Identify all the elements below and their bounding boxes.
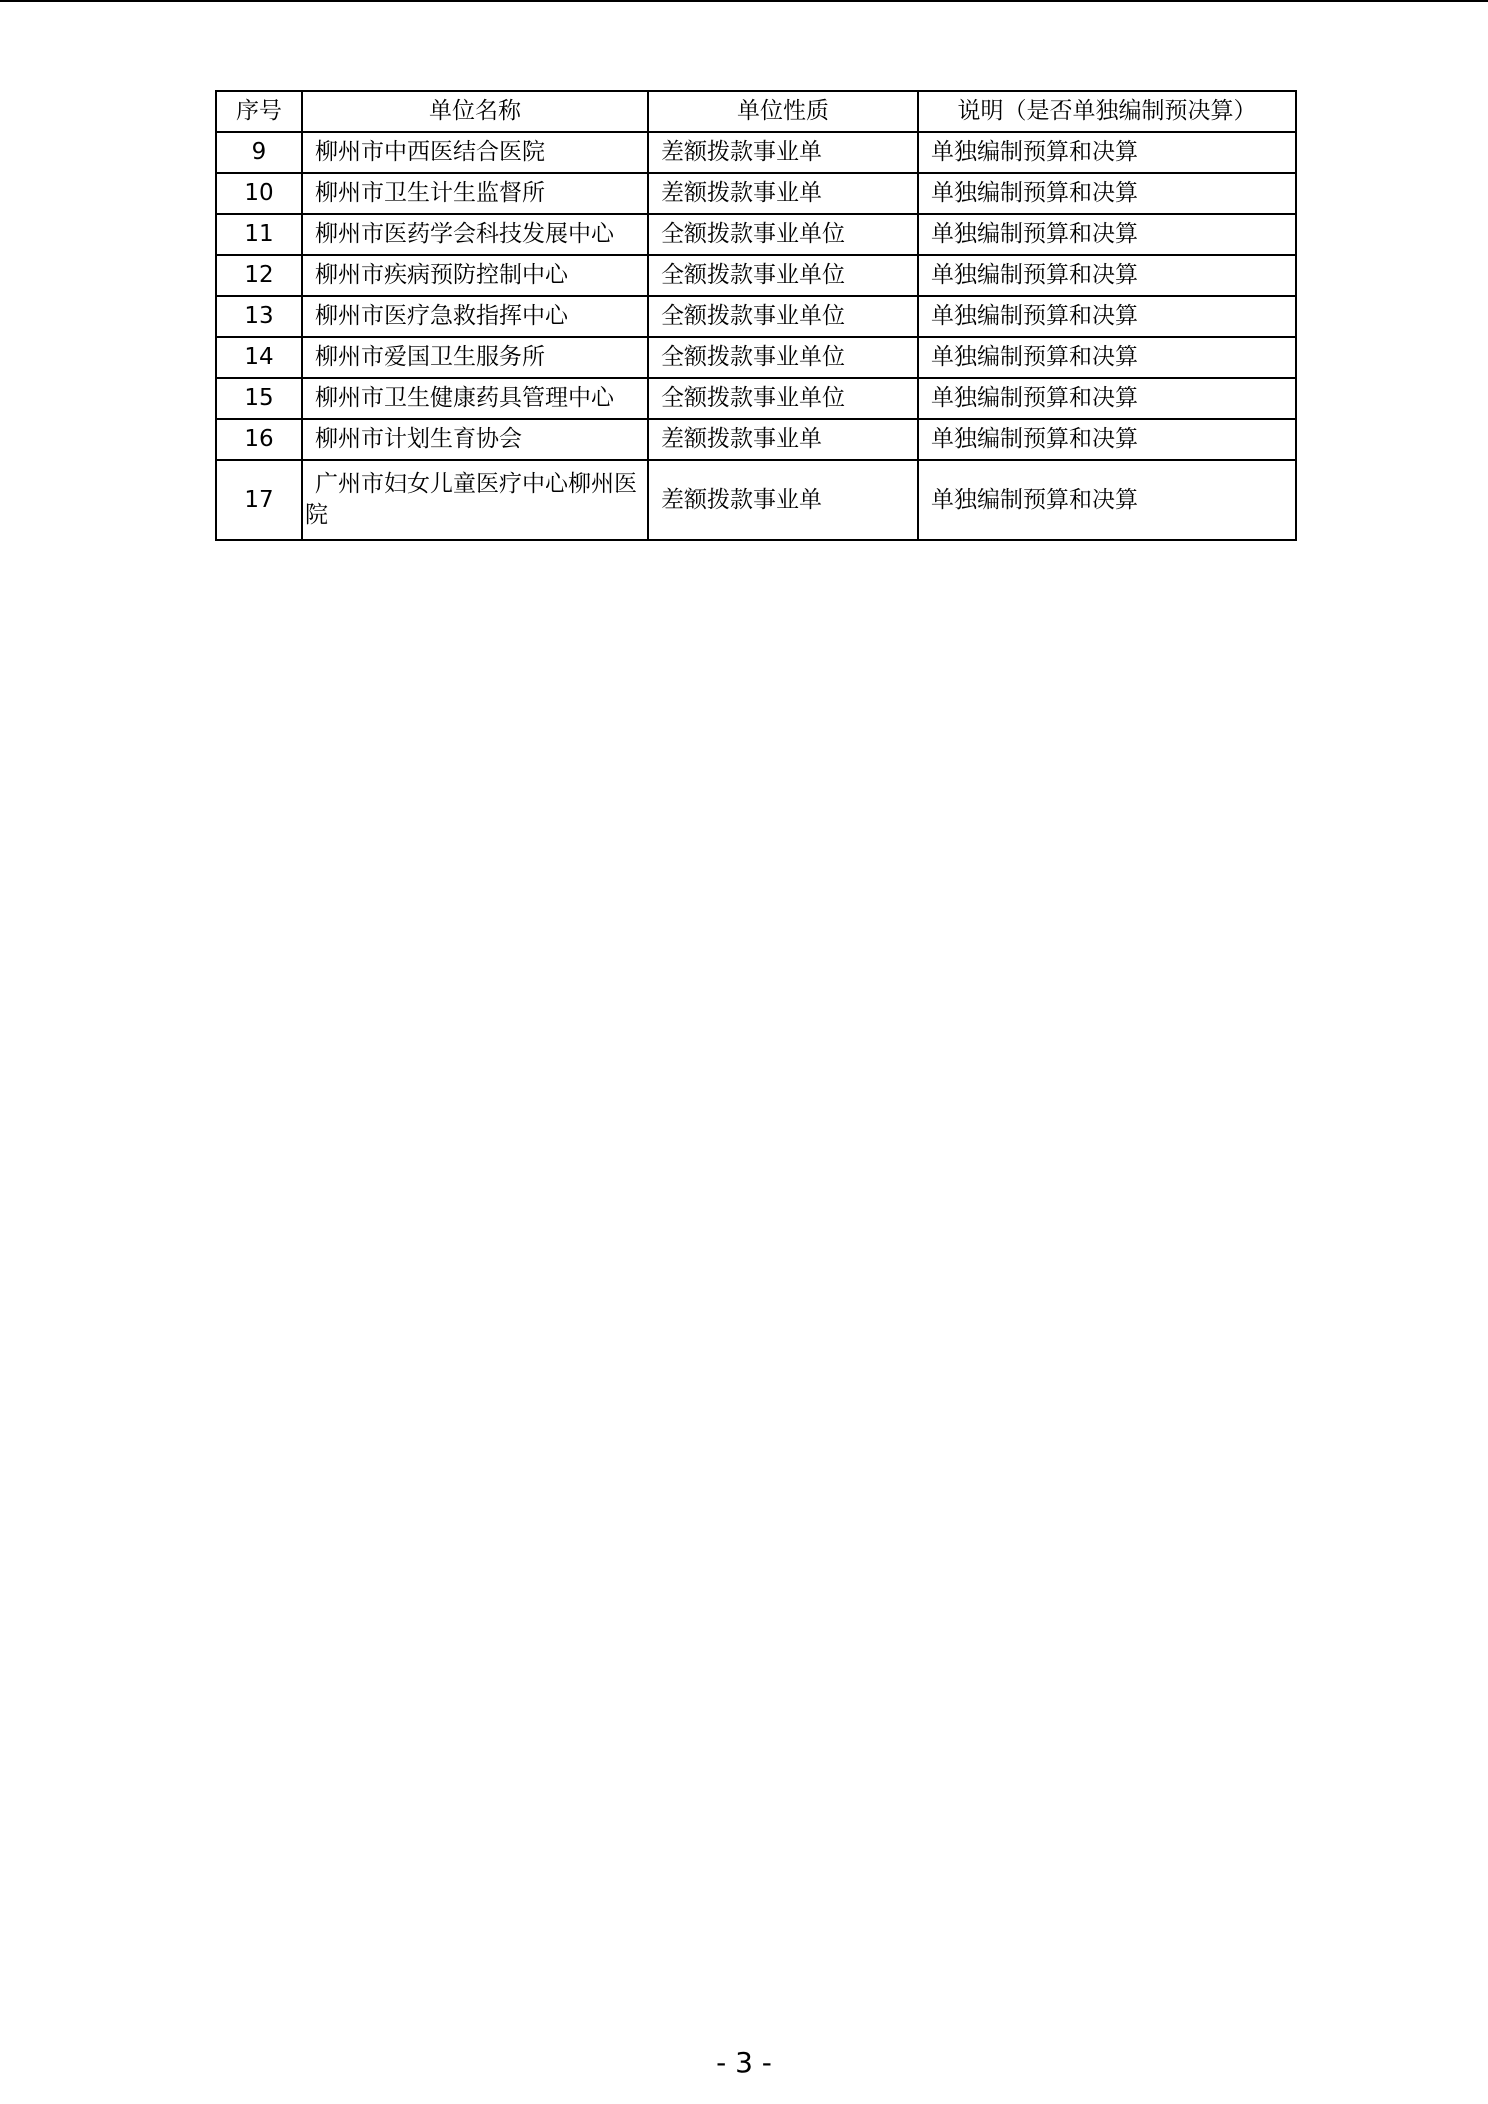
cell-unit-type: 全额拨款事业单位 (648, 214, 918, 255)
table-header-row (216, 91, 1296, 132)
cell-note: 单独编制预算和决算 (918, 337, 1296, 378)
cell-unit-type: 差额拨款事业单 (648, 173, 918, 214)
header-unit-type: 单位性质 (648, 91, 918, 132)
cell-unit-name: 柳州市中西医结合医院 (302, 132, 648, 173)
unit-table (215, 90, 1297, 541)
table-row (216, 378, 1296, 419)
cell-note: 单独编制预算和决算 (918, 296, 1296, 337)
table-row (216, 337, 1296, 378)
cell-unit-type: 差额拨款事业单 (648, 460, 918, 540)
cell-note: 单独编制预算和决算 (918, 132, 1296, 173)
header-serial-number: 序号 (216, 91, 302, 132)
cell-unit-name: 柳州市医疗急救指挥中心 (302, 296, 648, 337)
cell-serial-number: 9 (216, 132, 302, 173)
cell-note: 单独编制预算和决算 (918, 419, 1296, 460)
cell-unit-name: 柳州市卫生计生监督所 (302, 173, 648, 214)
cell-unit-name: 广州市妇女儿童医疗中心柳州医院 (302, 460, 648, 540)
header-note: 说明（是否单独编制预决算） (918, 91, 1296, 132)
cell-unit-type: 全额拨款事业单位 (648, 337, 918, 378)
cell-serial-number: 11 (216, 214, 302, 255)
cell-note: 单独编制预算和决算 (918, 255, 1296, 296)
table-row (216, 132, 1296, 173)
table-row (216, 460, 1296, 540)
table-row (216, 255, 1296, 296)
cell-unit-name: 柳州市计划生育协会 (302, 419, 648, 460)
cell-unit-name: 柳州市爱国卫生服务所 (302, 337, 648, 378)
table-row (216, 419, 1296, 460)
cell-serial-number: 12 (216, 255, 302, 296)
cell-note: 单独编制预算和决算 (918, 173, 1296, 214)
cell-serial-number: 10 (216, 173, 302, 214)
cell-unit-type: 差额拨款事业单 (648, 419, 918, 460)
cell-unit-type: 全额拨款事业单位 (648, 255, 918, 296)
cell-unit-name: 柳州市卫生健康药具管理中心 (302, 378, 648, 419)
cell-serial-number: 14 (216, 337, 302, 378)
page-top-border (0, 0, 1488, 2)
cell-note: 单独编制预算和决算 (918, 378, 1296, 419)
cell-serial-number: 13 (216, 296, 302, 337)
table-row (216, 214, 1296, 255)
page-number: - 3 - (716, 2046, 772, 2079)
cell-unit-name: 柳州市医药学会科技发展中心 (302, 214, 648, 255)
cell-unit-type: 全额拨款事业单位 (648, 296, 918, 337)
cell-unit-type: 全额拨款事业单位 (648, 378, 918, 419)
cell-serial-number: 15 (216, 378, 302, 419)
cell-note: 单独编制预算和决算 (918, 214, 1296, 255)
cell-serial-number: 17 (216, 460, 302, 540)
header-unit-name: 单位名称 (302, 91, 648, 132)
cell-unit-type: 差额拨款事业单 (648, 132, 918, 173)
cell-note: 单独编制预算和决算 (918, 460, 1296, 540)
cell-serial-number: 16 (216, 419, 302, 460)
cell-unit-name: 柳州市疾病预防控制中心 (302, 255, 648, 296)
table-row (216, 173, 1296, 214)
table-row (216, 296, 1296, 337)
